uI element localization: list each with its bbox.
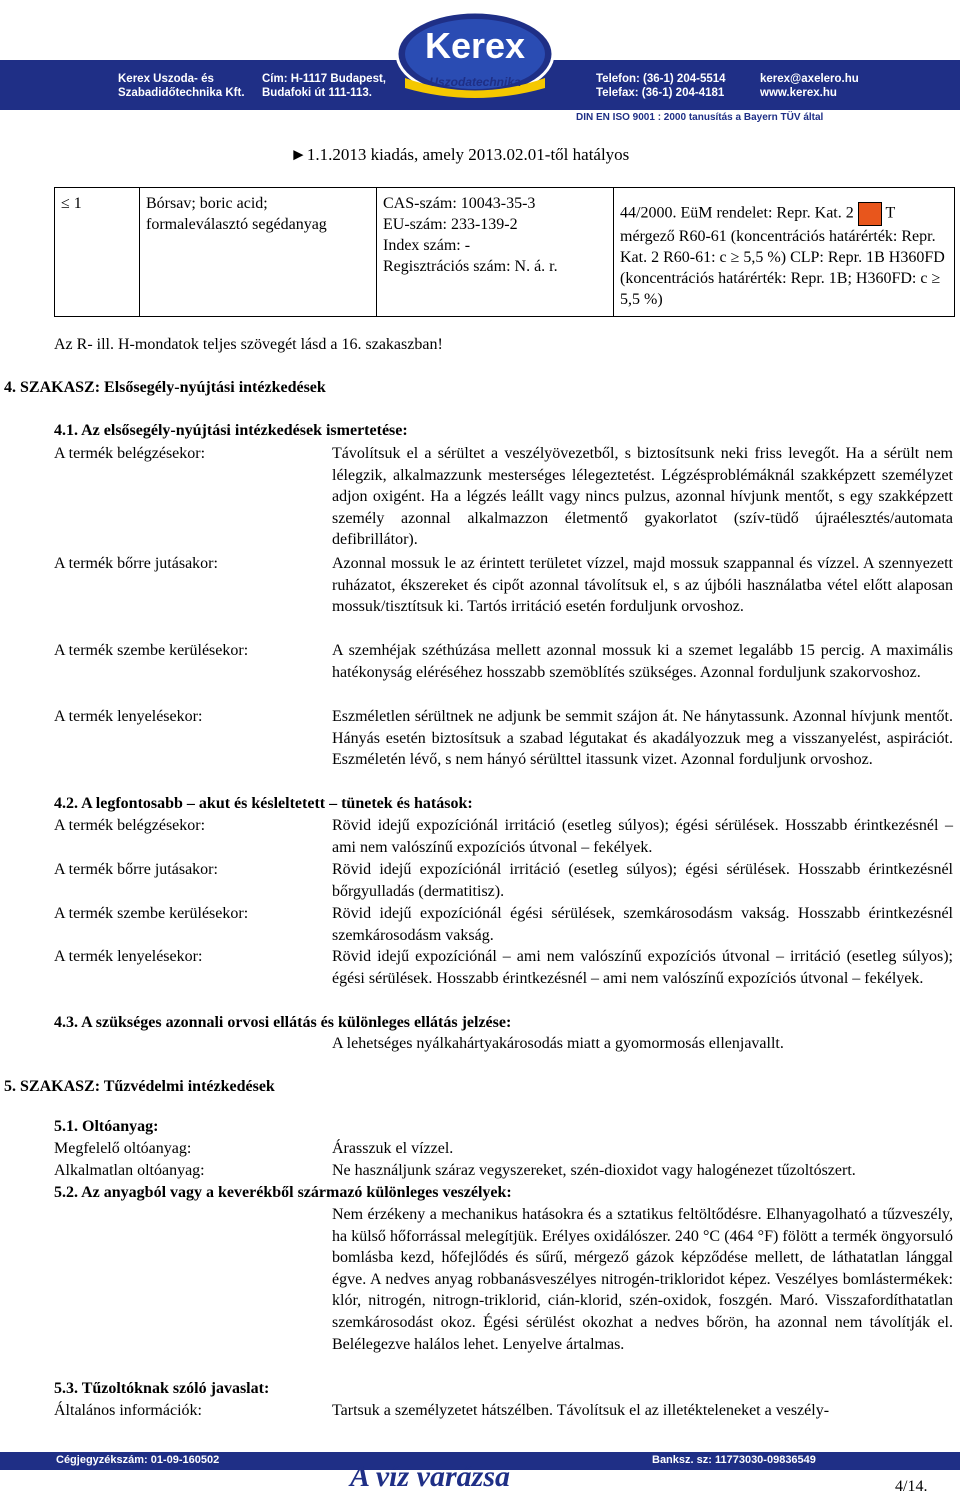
identifiers-cell: CAS-szám: 10043-35-3 EU-szám: 233-139-2 Index szám: - Regisztrációs szám: N. á. r. — [377, 188, 614, 317]
section-5-3-title: 5.3. Tűzoltóknak szóló javaslat: — [54, 1380, 270, 1397]
s53-label: Általános információk: — [54, 1402, 202, 1419]
s42-label-inhalation: A termék belégzésekor: — [54, 817, 206, 834]
s41-label-ingestion: A termék lenyelésekor: — [54, 708, 203, 725]
s42-text-skin: Rövid idejű expozíciónál irritáció (esetleg súlyos); égési sérülések. Hosszabb érintkezésnél bőrgyulladás (dermatitisz). — [332, 861, 953, 900]
s51-text-unsuitable: Ne használjunk száraz vegyszereket, szén-dioxidot vagy halogénezet tűzoltószert. — [332, 1162, 856, 1179]
logo-subtitle: Uszodatechnika — [429, 75, 521, 89]
s52-text: Nem érzékeny a mechanikus hatásokra és a sztatikus feltöltődésre. Elhanyagolható a tűzveszély, ha külső hőforrással melegítjük. Erélyes oxidálószer. 240 °C (464 °F) fölött a termék öngyorsuló bomlásba kezd, hőfejlődés és sűrű, mérgező gázok képződése mellett, de láthatatlan lánggal égve. A nedves anyag robbanásveszélyes nitrogén-trikloridot képez. Veszélyes bomlástermékek: klór, nitrogén, nitrogn-triklorid, cián-klorid, szén-oxidok, foszgén. Maró. Visszafordíthatatlan szemkárosodást okoz. Égési sérülést okozhat a nedves bőrön, ha azonnal nem távolítják el. Belélegezve halálos lehet. Lenyelve ártalmas. — [332, 1206, 953, 1353]
section-4-title: 4. SZAKASZ: Elsősegély-nyújtási intézkedések — [4, 379, 326, 396]
s41-label-eye: A termék szembe kerülésekor: — [54, 642, 249, 659]
section-5-1-title: 5.1. Oltóanyag: — [54, 1118, 159, 1135]
toxic-hazard-icon — [858, 202, 882, 226]
s51-label-unsuitable: Alkalmatlan oltóanyag: — [54, 1162, 205, 1179]
s41-label-skin: A termék bőrre jutásakor: — [54, 555, 218, 572]
section-4-1-title: 4.1. Az elsősegély-nyújtási intézkedések ismertetése: — [54, 422, 408, 439]
classification-cell: 44/2000. EüM rendelet: Repr. Kat. 2 T mérgező R60-61 (koncentrációs határérték: Repr. Kat. 2 R60-61: c ≥ 5,5 %) CLP: Repr. 1B H360FD (koncentrációs határérték: Repr. 1B; H360FD: c ≥ 5,5 %) — [614, 188, 955, 317]
s42-label-ingestion: A termék lenyelésekor: — [54, 948, 203, 965]
s41-text-inhalation: Távolítsuk el a sérültet a veszélyövezetből, s biztosítsunk neki friss levegőt. Ha a sérült nem lélegzik, alkalmazzunk mesterséges lélegeztetést. Légzésproblémáknál szakképzett személyzet adjon oxigént. Ha a légzés leállt vagy nincs pulzus, azonnal hívjunk mentőt, s egy szakképzett személy azonnal alkalmazzon életmentő gyakorlatot (szív-tüdő újraélesztés/automata defibrillátor). — [332, 445, 953, 549]
logo-text: Kerex — [424, 25, 526, 66]
component-table — [54, 187, 955, 317]
bank-account: Banksz. sz: 11773030-09836549 — [652, 1454, 816, 1466]
company-registration: Cégjegyzékszám: 01-09-160502 — [56, 1454, 220, 1466]
company-address: Cím: H-1117 Budapest, Budafoki út 111-113. — [262, 73, 386, 99]
page-number: 4/14. — [895, 1478, 928, 1495]
section-4-3-title: 4.3. A szükséges azonnali orvosi ellátás és különleges ellátás jelzése: — [54, 1014, 512, 1031]
s41-text-eye: A szemhéjak széthúzása mellett azonnal mossuk ki a szemet legalább 15 percig. A maximális hatékonyság eléréséhez hosszabb szemöblítés szükséges. Azonnal forduljunk szakorvoshoz. — [332, 642, 953, 681]
s53-text: Tartsuk a személyzetet hátszélben. Távolítsuk el az illetékteleneket a veszély- — [332, 1402, 830, 1419]
note: Az R- ill. H-mondatok teljes szövegét lásd a 16. szakaszban! — [54, 336, 443, 353]
s42-text-inhalation: Rövid idejű expozíciónál irritáció (esetleg súlyos); égési sérülések. Hosszabb érintkezésnél – ami nem valószínű expozíciós útvonal – fekélyek. — [332, 817, 953, 856]
s43-text: A lehetséges nyálkahártyakárosodás miatt a gyomormosás ellenjavallt. — [332, 1035, 784, 1052]
s41-text-skin: Azonnal mossuk le az érintett területet vízzel, majd mossuk szappannal és vízzel. A szennyezett ruházatot, ékszereket és cipőt azonnal távolítsuk el, s az újbóli használatba vétel előtt alaposan mossuk/tisztítsuk ki. Tartós irritáció esetén forduljunk orvoshoz. — [332, 555, 953, 616]
s42-label-skin: A termék bőrre jutásakor: — [54, 861, 218, 878]
footer-slogan: A víz varázsa — [350, 1460, 511, 1493]
s41-text-ingestion: Eszméletlen sérültnek ne adjunk be semmit szájon át. Ne hánytassunk. Azonnal hívjunk mentőt. Hányás esetén biztosítsuk a szabad légutakat és akadályozzuk meg a visszanyelést, aspirációt. Eszméletén lévő, s nem hányó sérülttel itassunk vizet. Azonnal forduljunk orvoshoz. — [332, 708, 953, 769]
section-5-title: 5. SZAKASZ: Tűzvédelmi intézkedések — [4, 1078, 275, 1095]
company-name: Kerex Uszoda- és Szabadidőtechnika Kft. — [118, 73, 245, 99]
table-row — [55, 188, 955, 317]
edition-line: ►1.1.2013 kiadás, amely 2013.02.01-től hatályos — [290, 145, 630, 164]
s41-label-inhalation: A termék belégzésekor: — [54, 445, 206, 462]
s51-text-suitable: Árasszuk el vízzel. — [332, 1140, 454, 1157]
header-email-web: kerex@axelero.hu www.kerex.hu — [760, 73, 859, 99]
section-4-2-title: 4.2. A legfontosabb – akut és késleltetett – tünetek és hatások: — [54, 795, 473, 812]
s42-text-ingestion: Rövid idejű expozíciónál – ami nem valószínű expozíciós útvonal – irritáció (esetleg súlyos); égési sérülések. Hosszabb érintkezésnél – ami nem valószínű expozíciós útvonal – fekélyek. — [332, 948, 953, 987]
component-name-cell: Bórsav; boric acid; formaleválasztó segédanyag — [140, 188, 377, 317]
header-phone-fax: Telefon: (36-1) 204-5514 Telefax: (36-1) 204-4181 — [596, 73, 726, 99]
section-5-2-title: 5.2. Az anyagból vagy a keverékből származó különleges veszélyek: — [54, 1184, 512, 1201]
s51-label-suitable: Megfelelő oltóanyag: — [54, 1140, 192, 1157]
s42-label-eye: A termék szembe kerülésekor: — [54, 905, 249, 922]
s42-text-eye: Rövid idejű expozíciónál égési sérülések, szemkárosodásm vakság. Hosszabb érintkezésnél szemkárosodásm vakság. — [332, 905, 953, 944]
concentration-cell: ≤ 1 — [55, 188, 140, 317]
certification: DIN EN ISO 9001 : 2000 tanusítás a Bayern TÜV által — [576, 112, 824, 123]
